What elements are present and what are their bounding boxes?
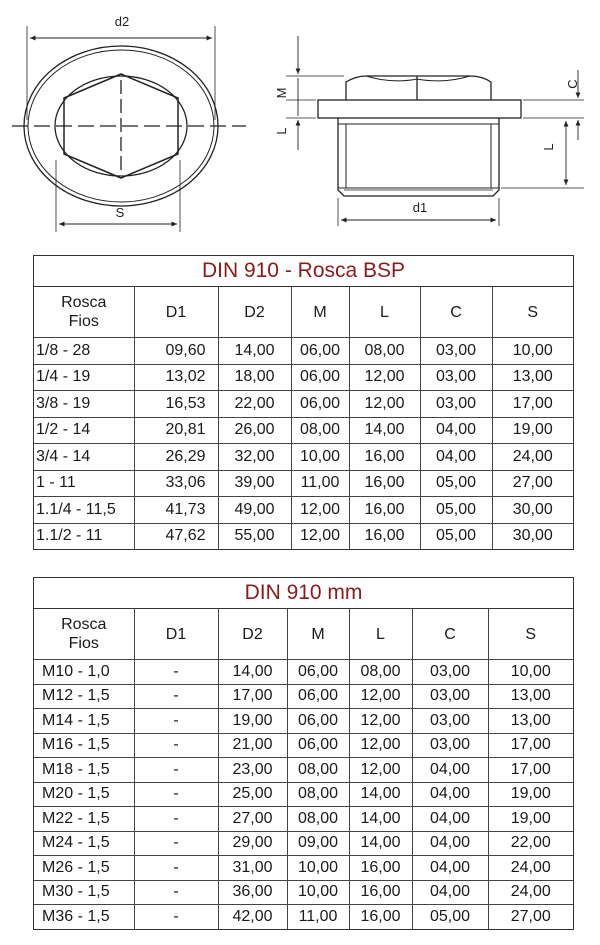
front-view	[12, 26, 246, 232]
cell-c: 04,00	[412, 856, 488, 881]
column-header-d2: D2	[218, 287, 291, 338]
cell-m: 08,00	[291, 417, 349, 444]
cell-d1: 13,02	[134, 364, 218, 391]
cell-c: 05,00	[412, 905, 488, 929]
cell-d2: 29,00	[218, 831, 287, 856]
column-header-c: C	[412, 609, 488, 660]
cell-c: 03,00	[420, 391, 492, 418]
cell-s: 27,00	[492, 470, 573, 497]
label-s: S	[115, 205, 125, 220]
cell-l: 16,00	[349, 497, 420, 524]
cell-d1: -	[134, 660, 218, 685]
cell-rosca: 1 - 11	[34, 470, 134, 497]
cell-d1: 47,62	[134, 523, 218, 549]
cell-d1: 41,73	[134, 497, 218, 524]
cell-d2: 22,00	[218, 391, 291, 418]
cell-rosca: M36 - 1,5	[34, 905, 134, 929]
cell-s: 13,00	[488, 684, 573, 709]
label-m: M	[274, 87, 289, 99]
cell-d2: 31,00	[218, 856, 287, 881]
cell-l: 16,00	[349, 880, 412, 905]
cell-s: 30,00	[492, 523, 573, 549]
table-row	[34, 523, 573, 549]
table-header-row	[34, 287, 573, 338]
cell-c: 04,00	[412, 758, 488, 783]
cell-l: 14,00	[349, 807, 412, 832]
table-row	[34, 470, 573, 497]
cell-d2: 17,00	[218, 684, 287, 709]
cell-l: 12,00	[349, 733, 412, 758]
table-row	[34, 391, 573, 418]
cell-c: 04,00	[412, 880, 488, 905]
cell-d2: 14,00	[218, 338, 291, 365]
column-header-l: L	[349, 287, 420, 338]
cell-d2: 49,00	[218, 497, 291, 524]
table-row	[34, 831, 573, 856]
dimension-table	[34, 609, 573, 929]
cell-m: 06,00	[287, 660, 349, 685]
cell-l: 16,00	[349, 856, 412, 881]
table-row	[34, 364, 573, 391]
table-row	[34, 497, 573, 524]
cell-d1: -	[134, 807, 218, 832]
table-row	[34, 338, 573, 365]
cell-m: 06,00	[287, 733, 349, 758]
table-din910-mm	[33, 577, 574, 930]
dimension-table	[34, 287, 573, 549]
technical-drawing	[0, 0, 600, 245]
cell-c: 03,00	[412, 733, 488, 758]
cell-d2: 23,00	[218, 758, 287, 783]
column-header-rosca: Rosca Fios	[34, 609, 134, 660]
table-row	[34, 417, 573, 444]
cell-l: 14,00	[349, 417, 420, 444]
cell-d1: -	[134, 880, 218, 905]
table-body	[34, 660, 573, 929]
cell-d2: 26,00	[218, 417, 291, 444]
cell-d2: 36,00	[218, 880, 287, 905]
cell-l: 08,00	[349, 338, 420, 365]
cell-l: 12,00	[349, 758, 412, 783]
cell-d1: 09,60	[134, 338, 218, 365]
table-row	[34, 444, 573, 471]
cell-m: 08,00	[287, 807, 349, 832]
cell-l: 12,00	[349, 684, 412, 709]
cell-m: 11,00	[287, 905, 349, 929]
cell-s: 19,00	[492, 417, 573, 444]
cell-c: 03,00	[412, 709, 488, 734]
cell-s: 13,00	[492, 364, 573, 391]
cell-s: 10,00	[488, 660, 573, 685]
cell-m: 08,00	[287, 782, 349, 807]
cell-c: 05,00	[420, 497, 492, 524]
cell-s: 19,00	[488, 782, 573, 807]
table-row	[34, 684, 573, 709]
cell-c: 03,00	[420, 338, 492, 365]
cell-rosca: M10 - 1,0	[34, 660, 134, 685]
cell-s: 13,00	[488, 709, 573, 734]
column-header-s: S	[488, 609, 573, 660]
column-header-d1: D1	[134, 609, 218, 660]
plug-drawing-svg	[0, 0, 600, 245]
cell-c: 05,00	[420, 470, 492, 497]
cell-m: 12,00	[291, 497, 349, 524]
cell-d1: -	[134, 831, 218, 856]
cell-c: 04,00	[412, 831, 488, 856]
cell-rosca: M14 - 1,5	[34, 709, 134, 734]
cell-m: 06,00	[291, 391, 349, 418]
cell-d1: 26,29	[134, 444, 218, 471]
cell-l: 08,00	[349, 660, 412, 685]
table-row	[34, 758, 573, 783]
cell-d2: 27,00	[218, 807, 287, 832]
cell-s: 17,00	[488, 733, 573, 758]
cell-d1: -	[134, 709, 218, 734]
cell-d2: 32,00	[218, 444, 291, 471]
table-header-row	[34, 609, 573, 660]
cell-l: 16,00	[349, 470, 420, 497]
column-header-m: M	[287, 609, 349, 660]
cell-d1: -	[134, 758, 218, 783]
cell-s: 22,00	[488, 831, 573, 856]
table-row	[34, 880, 573, 905]
cell-m: 10,00	[291, 444, 349, 471]
cell-d2: 42,00	[218, 905, 287, 929]
cell-d2: 19,00	[218, 709, 287, 734]
cell-m: 08,00	[287, 758, 349, 783]
cell-rosca: 1/8 - 28	[34, 338, 134, 365]
cell-l: 12,00	[349, 364, 420, 391]
cell-l: 16,00	[349, 905, 412, 929]
table-body	[34, 338, 573, 550]
table-row	[34, 709, 573, 734]
cell-m: 11,00	[291, 470, 349, 497]
label-c: C	[565, 79, 580, 89]
cell-d2: 14,00	[218, 660, 287, 685]
cell-c: 04,00	[420, 444, 492, 471]
cell-c: 04,00	[420, 417, 492, 444]
column-header-s: S	[492, 287, 573, 338]
table-title: DIN 910 mm	[34, 578, 573, 609]
cell-d1: -	[134, 684, 218, 709]
cell-rosca: 3/8 - 19	[34, 391, 134, 418]
cell-s: 17,00	[488, 758, 573, 783]
cell-rosca: M30 - 1,5	[34, 880, 134, 905]
table-row	[34, 733, 573, 758]
cell-m: 09,00	[287, 831, 349, 856]
cell-m: 06,00	[287, 684, 349, 709]
hex-head-chamfer-left	[366, 76, 470, 81]
cell-d2: 39,00	[218, 470, 291, 497]
cell-c: 03,00	[412, 684, 488, 709]
cell-l: 16,00	[349, 523, 420, 549]
cell-d1: 16,53	[134, 391, 218, 418]
cell-l: 12,00	[349, 709, 412, 734]
cell-s: 24,00	[492, 444, 573, 471]
cell-rosca: 3/4 - 14	[34, 444, 134, 471]
column-header-l: L	[349, 609, 412, 660]
cell-rosca: M24 - 1,5	[34, 831, 134, 856]
cell-rosca: M12 - 1,5	[34, 684, 134, 709]
cell-rosca: M26 - 1,5	[34, 856, 134, 881]
cell-l: 12,00	[349, 391, 420, 418]
cell-rosca: M22 - 1,5	[34, 807, 134, 832]
cell-rosca: 1/2 - 14	[34, 417, 134, 444]
column-header-d2: D2	[218, 609, 287, 660]
cell-s: 19,00	[488, 807, 573, 832]
cell-m: 06,00	[291, 364, 349, 391]
cell-s: 17,00	[492, 391, 573, 418]
cell-l: 14,00	[349, 782, 412, 807]
label-l-right: L	[541, 143, 556, 151]
cell-m: 10,00	[287, 856, 349, 881]
cell-s: 27,00	[488, 905, 573, 929]
cell-rosca: M18 - 1,5	[34, 758, 134, 783]
cell-l: 14,00	[349, 831, 412, 856]
label-l-left: L	[274, 127, 289, 135]
table-row	[34, 807, 573, 832]
column-header-c: C	[420, 287, 492, 338]
cell-s: 24,00	[488, 856, 573, 881]
table-title: DIN 910 - Rosca BSP	[34, 256, 573, 287]
cell-d1: -	[134, 856, 218, 881]
cell-rosca: 1.1/4 - 11,5	[34, 497, 134, 524]
cell-d1: -	[134, 733, 218, 758]
table-row	[34, 660, 573, 685]
cell-s: 24,00	[488, 880, 573, 905]
cell-d1: -	[134, 905, 218, 929]
flange-outline-side	[318, 100, 521, 118]
cell-c: 04,00	[412, 782, 488, 807]
cell-rosca: 1/4 - 19	[34, 364, 134, 391]
cell-d1: -	[134, 782, 218, 807]
side-view	[286, 36, 584, 226]
cell-d1: 20,81	[134, 417, 218, 444]
cell-m: 06,00	[291, 338, 349, 365]
cell-s: 30,00	[492, 497, 573, 524]
cell-c: 03,00	[412, 660, 488, 685]
column-header-rosca: Rosca Fios	[34, 287, 134, 338]
table-row	[34, 905, 573, 929]
cell-m: 06,00	[287, 709, 349, 734]
cell-d2: 25,00	[218, 782, 287, 807]
cell-s: 10,00	[492, 338, 573, 365]
cell-rosca: M20 - 1,5	[34, 782, 134, 807]
cell-c: 04,00	[412, 807, 488, 832]
cell-m: 12,00	[291, 523, 349, 549]
cell-c: 03,00	[420, 364, 492, 391]
cell-rosca: 1.1/2 - 11	[34, 523, 134, 549]
thread-body-outline	[338, 118, 499, 196]
cell-rosca: M16 - 1,5	[34, 733, 134, 758]
label-d1: d1	[412, 200, 428, 215]
table-din910-bsp	[33, 255, 574, 550]
table-row	[34, 856, 573, 881]
column-header-m: M	[291, 287, 349, 338]
label-d2: d2	[114, 14, 130, 29]
cell-d2: 18,00	[218, 364, 291, 391]
cell-d2: 55,00	[218, 523, 291, 549]
cell-l: 16,00	[349, 444, 420, 471]
cell-d1: 33,06	[134, 470, 218, 497]
table-row	[34, 782, 573, 807]
cell-m: 10,00	[287, 880, 349, 905]
column-header-d1: D1	[134, 287, 218, 338]
cell-d2: 21,00	[218, 733, 287, 758]
cell-c: 05,00	[420, 523, 492, 549]
